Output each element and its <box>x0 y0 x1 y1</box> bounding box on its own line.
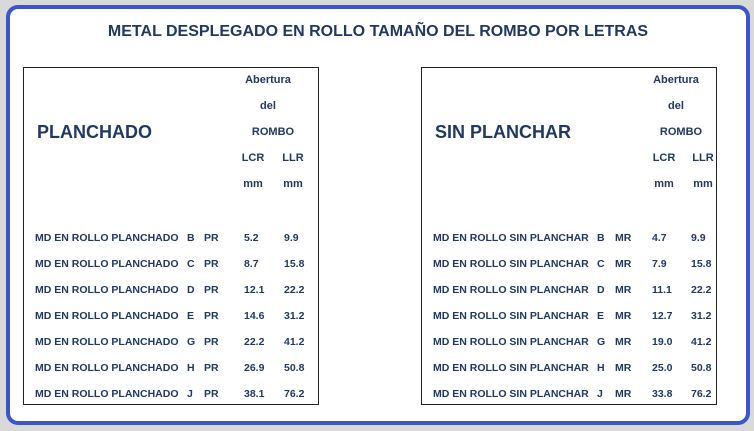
header-llr: LLR <box>282 152 304 164</box>
table-row <box>422 258 716 284</box>
row-llr: 41.2 <box>691 336 712 348</box>
row-letter: J <box>597 388 603 400</box>
row-name: MD EN ROLLO SIN PLANCHAR <box>433 232 589 244</box>
row-name: MD EN ROLLO SIN PLANCHAR <box>433 362 589 374</box>
header-rombo: ROMBO <box>659 126 703 138</box>
row-llr: 76.2 <box>691 388 712 400</box>
row-lcr: 26.9 <box>244 362 265 374</box>
row-llr: 9.9 <box>284 232 299 244</box>
row-llr: 22.2 <box>691 284 712 296</box>
header-del: del <box>260 100 276 112</box>
row-lcr: 5.2 <box>244 232 259 244</box>
header-mm-lcr: mm <box>654 178 674 190</box>
header-lcr: LCR <box>652 152 676 164</box>
row-llr: 41.2 <box>284 336 305 348</box>
row-code: MR <box>615 336 632 348</box>
row-letter: B <box>187 232 195 244</box>
row-name: MD EN ROLLO PLANCHADO <box>35 362 179 374</box>
table-row <box>422 336 716 362</box>
table-row <box>24 310 318 336</box>
row-letter: H <box>597 362 605 374</box>
header-llr: LLR <box>692 152 714 164</box>
row-code: PR <box>204 310 219 322</box>
table-row <box>422 232 716 258</box>
row-llr: 50.8 <box>284 362 305 374</box>
row-lcr: 4.7 <box>652 232 667 244</box>
row-code: MR <box>615 388 632 400</box>
row-code: PR <box>204 388 219 400</box>
panel-sin-planchar <box>421 67 717 405</box>
row-letter: G <box>187 336 196 348</box>
table-row <box>24 388 318 414</box>
row-letter: E <box>187 310 195 322</box>
row-name: MD EN ROLLO SIN PLANCHAR <box>433 258 589 270</box>
header-abertura: Abertura <box>653 74 699 86</box>
table-row <box>24 284 318 310</box>
header-lcr: LCR <box>241 152 265 164</box>
page-title: METAL DESPLEGADO EN ROLLO TAMAÑO DEL ROMBO POR LETRAS <box>107 23 649 40</box>
panel-title: PLANCHADO <box>37 122 152 142</box>
row-code: MR <box>615 310 632 322</box>
row-lcr: 7.9 <box>652 258 667 270</box>
row-lcr: 33.8 <box>652 388 673 400</box>
row-llr: 76.2 <box>284 388 305 400</box>
row-lcr: 8.7 <box>244 258 259 270</box>
row-name: MD EN ROLLO SIN PLANCHAR <box>433 310 589 322</box>
row-code: MR <box>615 284 632 296</box>
row-llr: 31.2 <box>691 310 712 322</box>
header-mm-llr: mm <box>693 178 713 190</box>
row-letter: J <box>187 388 193 400</box>
row-name: MD EN ROLLO PLANCHADO <box>35 232 179 244</box>
header-del: del <box>668 100 684 112</box>
row-llr: 22.2 <box>284 284 305 296</box>
row-lcr: 22.2 <box>244 336 265 348</box>
row-code: PR <box>204 336 219 348</box>
row-name: MD EN ROLLO SIN PLANCHAR <box>433 388 589 400</box>
row-lcr: 14.6 <box>244 310 265 322</box>
row-llr: 15.8 <box>284 258 305 270</box>
row-name: MD EN ROLLO PLANCHADO <box>35 258 179 270</box>
row-llr: 9.9 <box>691 232 706 244</box>
row-lcr: 25.0 <box>652 362 673 374</box>
rows-sin-planchar <box>422 232 716 414</box>
row-letter: D <box>187 284 195 296</box>
panel-planchado <box>23 67 319 405</box>
rows-planchado <box>24 232 318 414</box>
row-lcr: 12.1 <box>244 284 265 296</box>
row-name: MD EN ROLLO PLANCHADO <box>35 336 179 348</box>
row-code: MR <box>615 362 632 374</box>
row-lcr: 19.0 <box>652 336 673 348</box>
table-row <box>422 362 716 388</box>
row-name: MD EN ROLLO PLANCHADO <box>35 310 179 322</box>
table-row <box>422 388 716 414</box>
row-name: MD EN ROLLO PLANCHADO <box>35 284 179 296</box>
row-name: MD EN ROLLO SIN PLANCHAR <box>433 284 589 296</box>
table-row <box>422 284 716 310</box>
row-letter: H <box>187 362 195 374</box>
header-rombo: ROMBO <box>251 126 295 138</box>
row-lcr: 38.1 <box>244 388 265 400</box>
row-code: MR <box>615 232 632 244</box>
row-code: MR <box>615 258 632 270</box>
header-mm-lcr: mm <box>243 178 263 190</box>
row-name: MD EN ROLLO PLANCHADO <box>35 388 179 400</box>
row-letter: C <box>187 258 195 270</box>
row-code: PR <box>204 232 219 244</box>
row-letter: B <box>597 232 605 244</box>
row-code: PR <box>204 362 219 374</box>
row-code: PR <box>204 258 219 270</box>
table-row <box>422 310 716 336</box>
document-frame <box>6 5 750 425</box>
row-llr: 31.2 <box>284 310 305 322</box>
header-mm-llr: mm <box>283 178 303 190</box>
row-llr: 15.8 <box>691 258 712 270</box>
row-lcr: 11.1 <box>652 284 672 296</box>
header-abertura: Abertura <box>245 74 291 86</box>
row-lcr: 12.7 <box>652 310 673 322</box>
row-code: PR <box>204 284 219 296</box>
row-name: MD EN ROLLO SIN PLANCHAR <box>433 336 589 348</box>
table-row <box>24 258 318 284</box>
row-letter: E <box>597 310 605 322</box>
table-row <box>24 362 318 388</box>
row-letter: C <box>597 258 605 270</box>
row-llr: 50.8 <box>691 362 712 374</box>
table-row <box>24 232 318 258</box>
panel-title: SIN PLANCHAR <box>435 122 572 142</box>
row-letter: G <box>597 336 606 348</box>
row-letter: D <box>597 284 605 296</box>
table-row <box>24 336 318 362</box>
